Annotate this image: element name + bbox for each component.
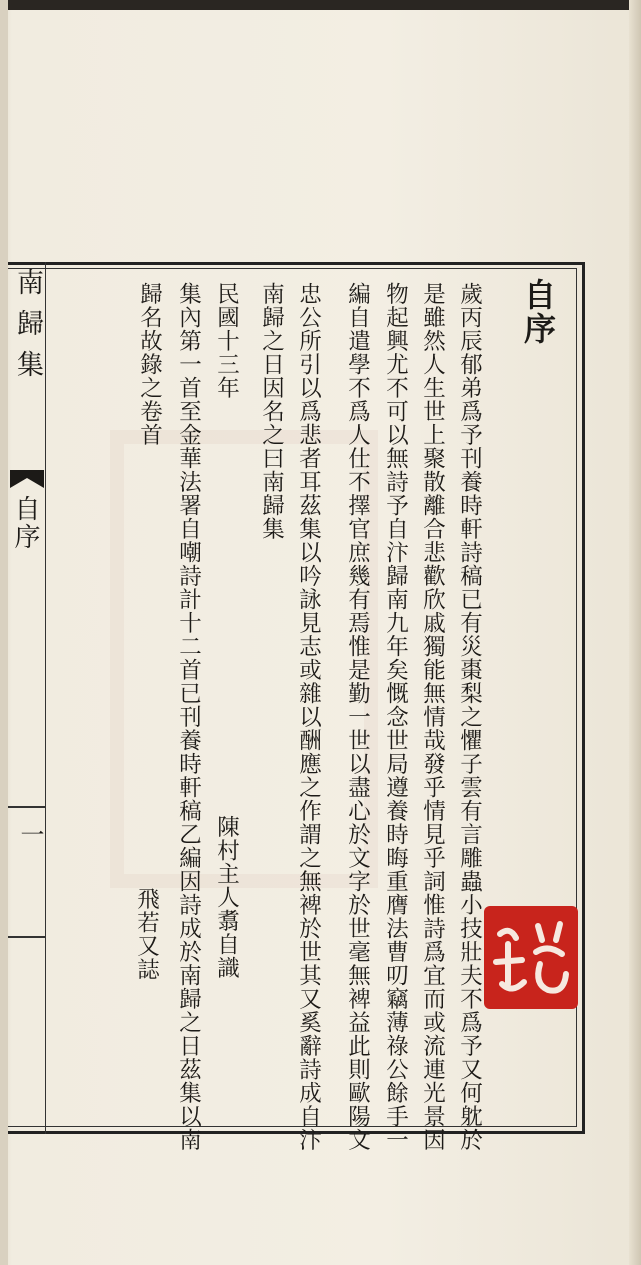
date-column: 民國十三年: [213, 282, 240, 400]
seal-background: [484, 906, 578, 1009]
text-column: 編自遣學不爲人仕不擇官庶幾有焉惟是勤一世以盡心於文字於世毫無裨益此則歐陽文: [344, 282, 371, 1152]
text-column: 南歸之日因名之曰南歸集: [258, 282, 285, 541]
margin-divider: [8, 936, 46, 938]
preface-heading: 自序: [519, 278, 557, 346]
page-top-edge: [0, 0, 641, 10]
section-title: 自序: [10, 495, 40, 551]
text-column: 忠公所引以爲悲者耳茲集以吟詠見志或雜以酬應之作謂之無裨於世其又奚辭詩成自汴: [295, 282, 322, 1152]
text-column: 是雖然人生世上聚散離合悲歡欣戚獨能無情哉發乎情見乎詞惟詩爲宜而或流連光景因: [419, 282, 446, 1152]
page-number: 一: [16, 822, 44, 846]
postscript-signature: 飛若又誌: [133, 887, 160, 981]
red-seal-stamp: [482, 904, 580, 1011]
author-signature: 陳村主人翥自識: [213, 815, 240, 980]
page-left-edge: [0, 0, 8, 1265]
fish-tail-mark: [10, 470, 44, 488]
page-right-edge: [629, 0, 641, 1265]
text-column: 歲丙辰郁弟爲予刊養時軒詩稿已有災棗梨之懼子雲有言雕蟲小技壯夫不爲予又何躭於: [456, 282, 483, 1152]
text-column: 歸名故錄之卷首: [136, 282, 163, 447]
text-column: 集內第一首至金華法署自嘲詩計十二首已刊養時軒稿乙編因詩成於南歸之日茲集以南: [175, 282, 202, 1152]
text-column: 物起興尤不可以無詩予自汴歸南九年矣慨念世局遵養時晦重膺法曹叨竊薄祿公餘手一: [382, 282, 409, 1152]
book-title: 南歸集: [12, 268, 43, 391]
margin-divider: [8, 806, 46, 808]
margin-column: [8, 262, 46, 1134]
